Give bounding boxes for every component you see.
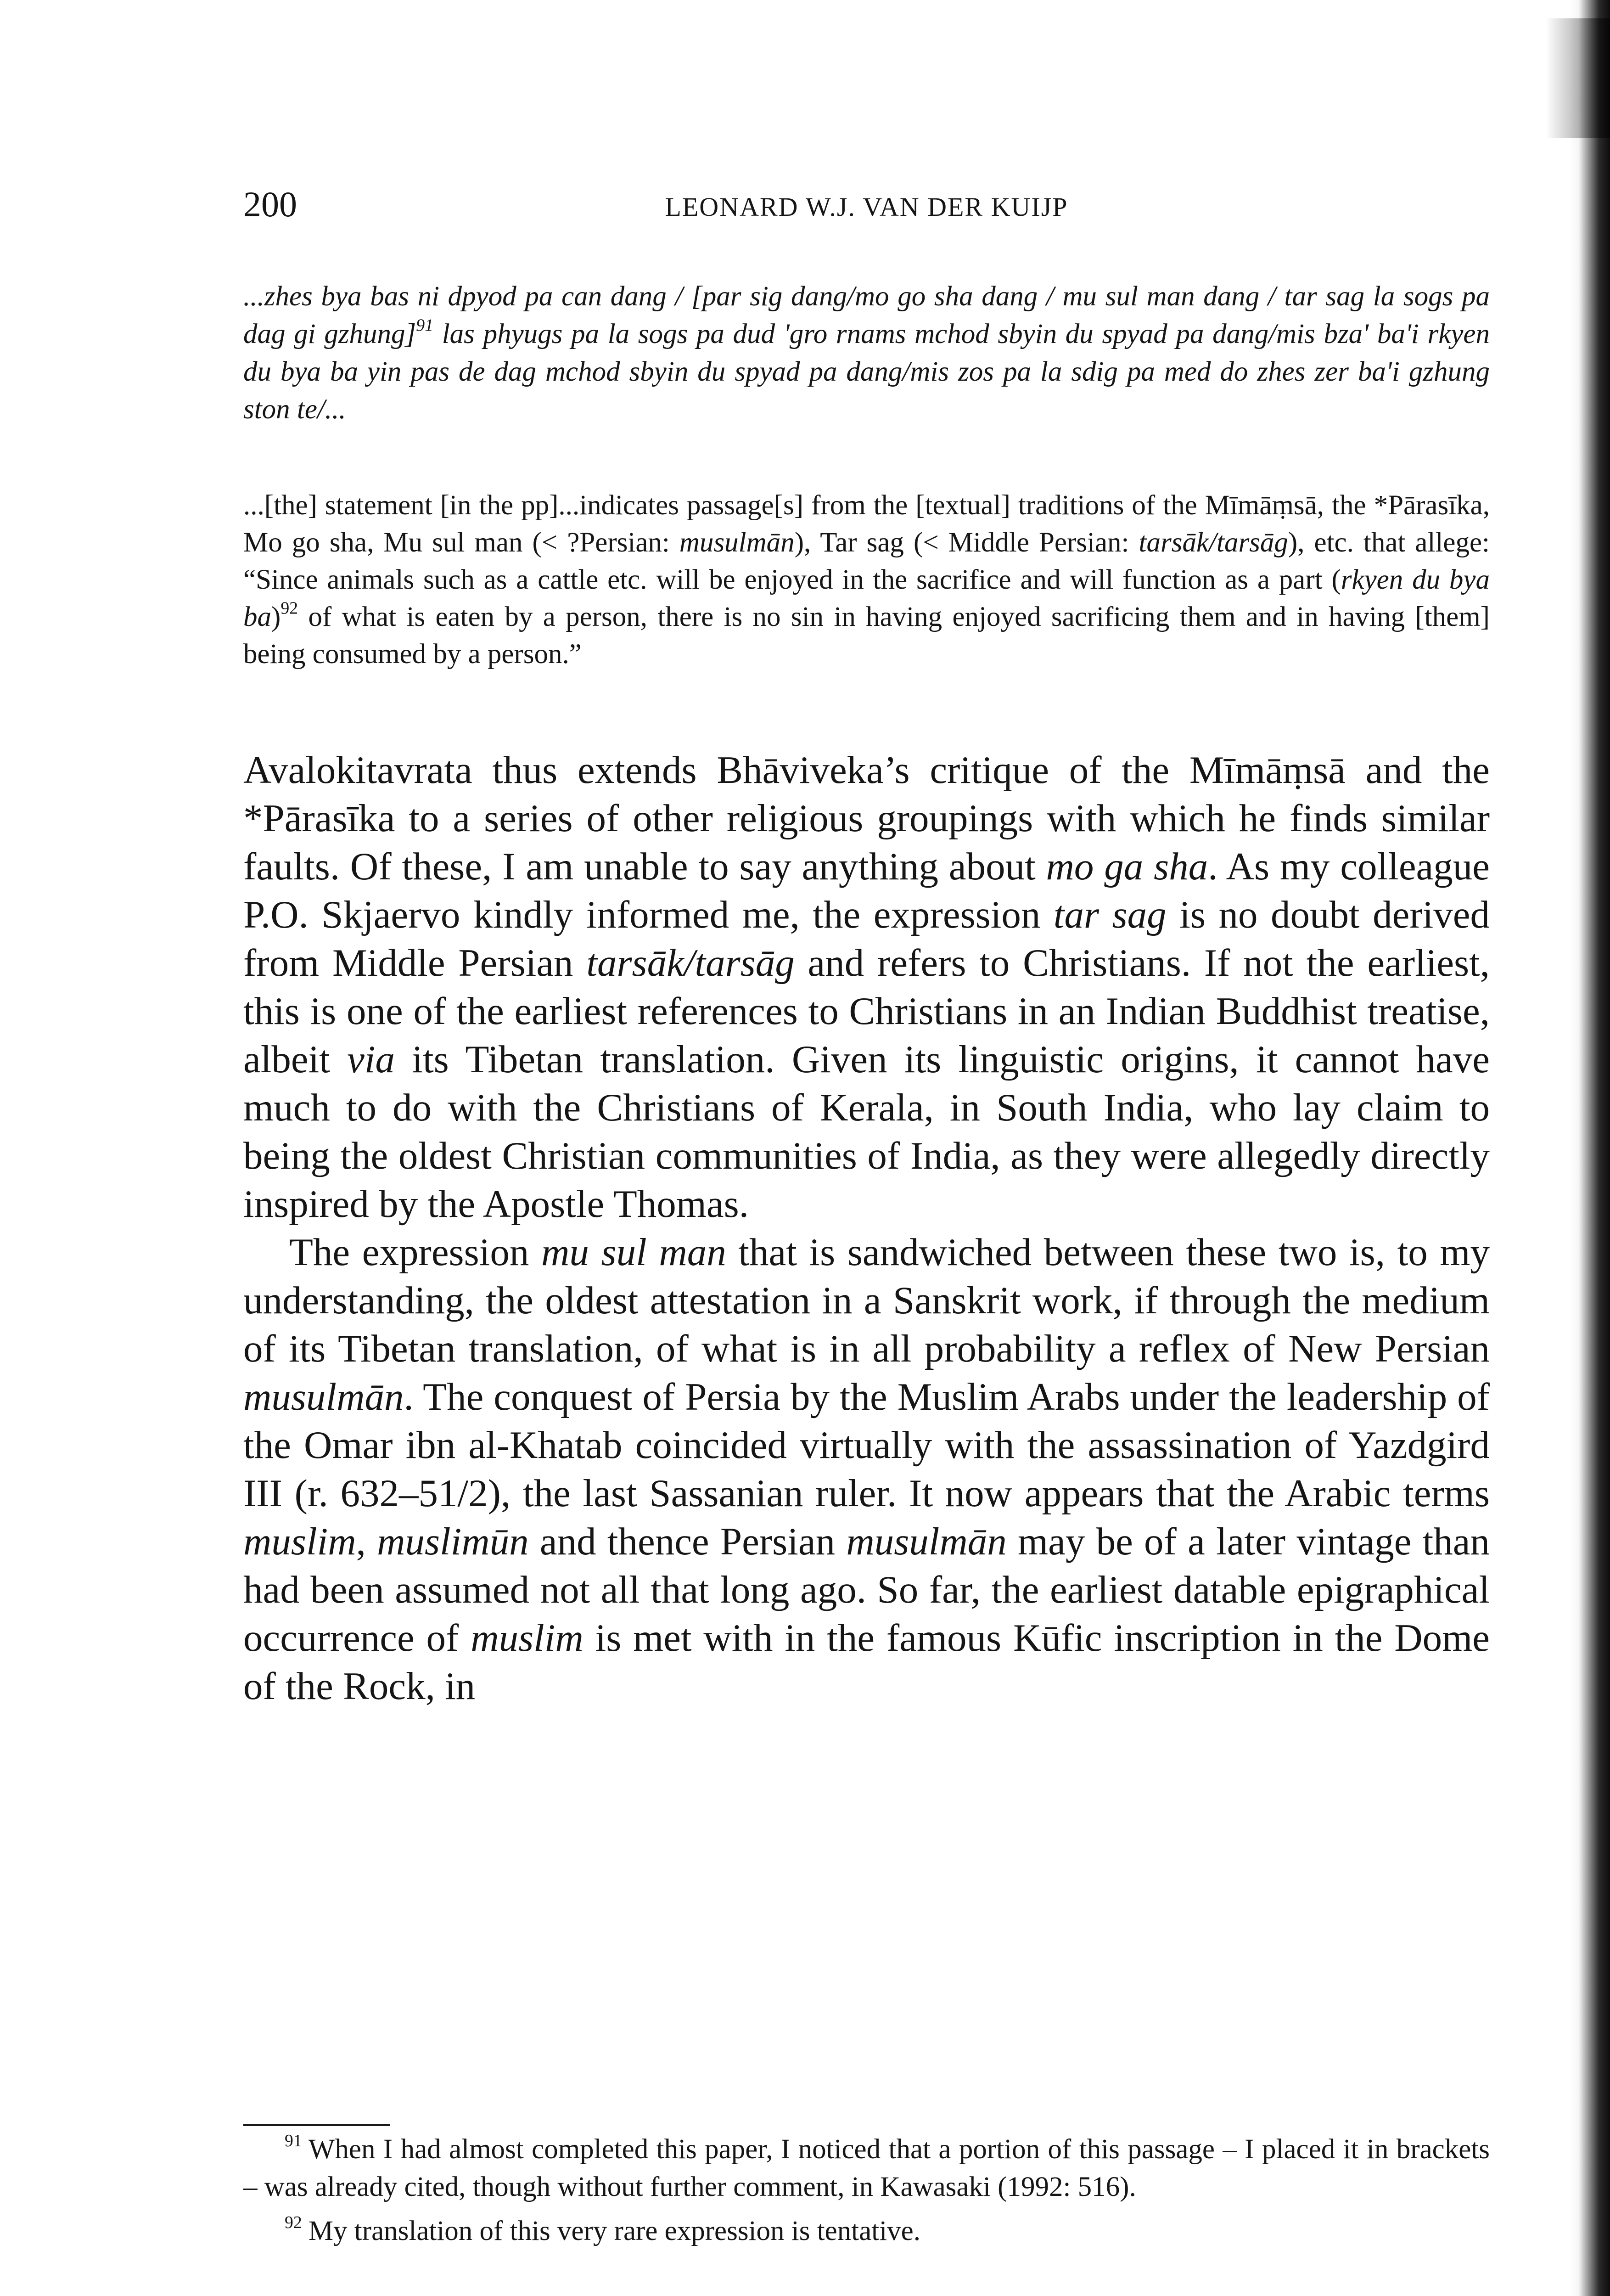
translation-segment: ), Tar sag (< Middle Persian: [794, 527, 1139, 558]
footnote-divider [243, 2124, 390, 2126]
italic-term: rkyen du bya ba [243, 564, 1490, 632]
page-number: 200 [243, 184, 297, 224]
translation-segment: ...[the] statement [in the pp]...indicates passage[s] from the [textual] traditions of the Mīmāṃsā, the *Pārasīka, Mo go sha, Mu sul man (< ?Persian: [243, 490, 1490, 558]
italic-term: musulmān [846, 1520, 1007, 1563]
tibetan-text-part-2: las phyugs pa la sogs pa dud 'gro rnams mchod sbyin du spyad pa dang/mis bza' ba'i rkyen du bya ba yin pas de dag mchod sbyin du spyad pa dang/mis zos pa la sdig pa med do zhes zer ba'i gzhung ston te/... [243, 319, 1490, 425]
text-segment: and thence Persian [528, 1520, 847, 1563]
italic-term: mu sul man [541, 1231, 726, 1274]
footnote-text: My translation of this very rare expression is tentative. [308, 2216, 920, 2246]
translation-text [243, 487, 1490, 673]
italic-term: tarsāk/tarsāg [586, 941, 795, 985]
footnotes [243, 2131, 1490, 2257]
translation-segment: of what is eaten by a person, there is no sin in having enjoyed sacrificing them and in having [them] being consumed by a person.” [243, 602, 1490, 670]
text-segment: . As my colleague P.O. Skjaervo kindly informed me, the expression [243, 845, 1490, 936]
footnote-text: When I had almost completed this paper, I noticed that a portion of this passage – I placed it in brackets – was already cited, though without further comment, in Kawasaki (1992: 516). [243, 2134, 1490, 2202]
italic-term: tar sag [1053, 893, 1167, 936]
text-segment: and refers to Christians. If not the earliest, this is one of the earliest references to Christians in an Indian Buddhist treatise, albeit [243, 941, 1490, 1081]
text-segment: is no doubt derived from Middle Persian [243, 893, 1490, 985]
body-paragraph-1 [243, 746, 1490, 1228]
page-edge-shadow [1570, 0, 1610, 2296]
footnote-number: 92 [285, 2212, 302, 2232]
italic-term: muslim [243, 1520, 356, 1563]
body-paragraph-2 [243, 1228, 1490, 1711]
italic-term: musulmān [243, 1375, 404, 1418]
text-segment: is met with in the famous Kūfic inscription in the Dome of the Rock, in [243, 1616, 1490, 1708]
text-segment: , [356, 1520, 377, 1563]
italic-term: musulmān [679, 527, 795, 558]
text-segment: Avalokitavrata thus extends Bhāviveka’s critique of the Mīmāṃsā and the *Pārasīka to a series of other religious groupings with which he finds similar faults. Of these, I am unable to say anything about [243, 748, 1490, 888]
footnote-92 [243, 2212, 1490, 2250]
italic-term: muslim [471, 1616, 583, 1660]
page-header [243, 181, 1490, 227]
footnote-ref-92: 92 [280, 598, 298, 618]
page-edge-corner-shadow [1546, 18, 1610, 138]
text-segment: The expression [289, 1231, 541, 1274]
running-head: LEONARD W.J. VAN DER KUIJP [665, 192, 1068, 222]
italic-term: tarsāk/tarsāg [1139, 527, 1288, 558]
text-segment: . The conquest of Persia by the Muslim Arabs under the leadership of the Omar ibn al-Khatab coincided virtually with the assassination of Yazdgird III (r. 632–51/2), the last Sassanian ruler. It now appears that the Arabic terms [243, 1375, 1490, 1515]
translation-quotation [243, 487, 1490, 673]
tibetan-quotation [243, 278, 1490, 428]
text-segment: that is sandwiched between these two is, to my understanding, the oldest attestation in a Sanskrit work, if through the medium of its Tibetan translation, of what is in all probability a reflex of New Persian [243, 1231, 1490, 1370]
italic-term: via [347, 1038, 395, 1081]
main-text [243, 746, 1490, 1711]
footnote-ref-91: 91 [416, 315, 434, 335]
italic-term: muslimūn [377, 1520, 529, 1563]
translation-segment: ) [271, 602, 281, 632]
tibetan-quotation-text [243, 278, 1490, 428]
footnote-number: 91 [285, 2131, 302, 2150]
text-segment: its Tibetan translation. Given its linguistic origins, it cannot have much to do with the Christians of Kerala, in South India, who lay claim to being the oldest Christian communities of India, as they were allegedly directly inspired by the Apostle Thomas. [243, 1038, 1490, 1226]
tibetan-text-part-1: ...zhes bya bas ni dpyod pa can dang / [par sig dang/mo go sha dang / mu sul man dang / tar sag la sogs pa dag gi gzhung] [243, 281, 1490, 349]
footnote-91 [243, 2131, 1490, 2206]
translation-segment: ), etc. that allege: “Since animals such as a cattle etc. will be enjoyed in the sacrifice and will function as a part ( [243, 527, 1490, 595]
italic-term: mo ga sha [1046, 845, 1208, 888]
text-segment: may be of a later vintage than had been assumed not all that long ago. So far, the earliest datable epigraphical occurrence of [243, 1520, 1490, 1660]
